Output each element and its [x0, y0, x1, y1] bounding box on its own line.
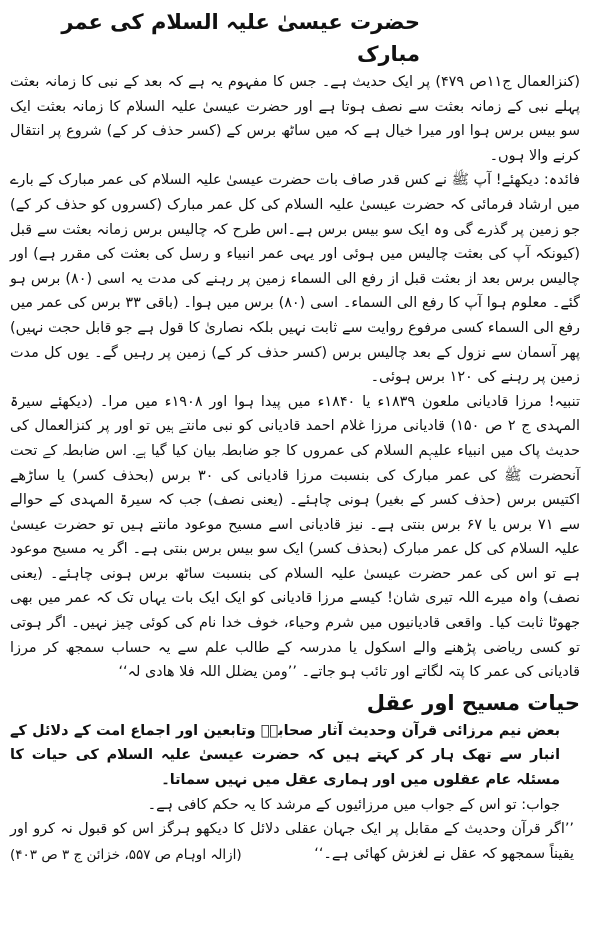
objection-paragraph: بعض نیم مرزائی قرآن وحدیث آثار صحابہؓ وتابعین اور اجماع امت کے دلائل کے انبار سے تھک ہار کر کہتے ہیں کہ حضرت عیسیٰ علیہ السلام کی حیات کا مسئلہ عام عقلوں میں اور ہماری عقل میں نہیں سماتا۔ [10, 722, 560, 789]
warning-paragraph: تنبیہ! مرزا قادیانی ملعون ۱۸۳۹ء یا ۱۸۴۰ء میں پیدا ہوا اور ۱۹۰۸ء میں مرا۔ (دیکھئے سیرۃ المہدی ج ۲ ص ۱۵۰) قادیانی مرزا غلام احمد قادیانی کو نبی مانتے ہیں تو اور پر کنزالعمال کی حدیث پاک میں انبیاء علیہم السلام کی عمروں کا جو ضابطہ بیان کیا گیا ہے۔ اس ضابطہ کے تحت آنحضرت ﷺ کی عمر مبارک کی بنسبت مرزا قادیانی کی ۳۰ برس (بحذف کسر) یا ساڑھے اکتیس برس (حذف کسر کے بغیر) ہونی چاہئے۔ (یعنی نصف) جب کہ سیرۃ المہدی کے حوالے سے ۷۱ برس یا ۶۷ برس بنتی ہے۔ نیز قادیانی اسے مسیح موعود مانتے ہیں تو حضرت عیسیٰ علیہ السلام کی کل عمر مبارک (بحذف کسر) ایک سو بیس برس بنتی ہے۔ اگر یہ مسیح موعود ہے تو اس کی عمر حضرت عیسیٰ علیہ السلام کی بنسبت ساٹھ برس ہونی چاہئے۔ (یعنی نصف) واہ میرے اللہ تیری شان! کیسے مرزا قادیانی کو ایک ایک بات یہاں تک کہ عمر میں بھی جھوٹا ثابت کیا۔ واقعی قادیانیوں میں شرم وحیاء، خوف خدا نام کی کوئی چیز نہیں۔ اگر ہوتی تو کسی ریاضی پڑھنے والے اسکول یا مدرسہ کے طالب علم سے یہ حساب سمجھ کر مرزا قادیانی کی عمر کا پتہ لگاتے اور تائب ہو جاتے۔ ’’ومن یضلل اللہ فلا ھادی لہ‘‘ [10, 393, 581, 681]
hadith-paragraph: (کنزالعمال ج۱۱ص ۴۷۹) پر ایک حدیث ہے۔ جس کا مفہوم یہ ہے کہ بعد کے نبی کا زمانہ بعثت پہلے نبی کے زمانہ بعثت سے نصف ہوتا ہے اور حضرت عیسیٰ علیہ السلام کا زمانہ بعثت ایک سو بیس برس ہوا اور میرا خیال ہے کہ میں ساٹھ برس کے (کسر حذف کر کے) شروع پر انتقال کرنے والا ہوں۔ [10, 74, 580, 164]
section-title-reason: حیات مسیح اور عقل [366, 690, 580, 715]
benefit-paragraph: فائدہ: دیکھئے! آپ ﷺ نے کس قدر صاف بات حضرت عیسیٰ علیہ السلام کی عمر مبارک کے بارے میں ارشاد فرمائی کہ حضرت عیسیٰ علیہ السلام کی کل عمر مبارک (کسروں کو حذف کر کے) جو زمین پر گذرے گی وہ ایک سو بیس برس ہے۔اس طرح کہ چالیس برس زمانہ بعثت سے قبل (کیونکہ آپ کی بعثت چالیس میں ہوئی اور یہی عمر انبیاء و رسل کی بعثت کی مقرر ہے) اور چالیس برس بعد از بعثت قبل از رفع الی السماء زمین پر رہنے کی مدت یہ اسی (۸۰) برس ہو گئے۔ معلوم ہوا آپ کا رفع الی السماء۔ اسی (۸۰) برس میں ہوا۔ (باقی ۳۳ برس کی عمر میں رفع الی السماء کسی مرفوع روایت سے ثابت نہیں بلکہ نصاریٰ کا قول ہے جو قابل حجت نہیں) پھر آسمان سے نزول کے بعد چالیس برس (کسر حذف کر کے) زمین پر رہیں گے۔ یوں کل مدت زمین پر رہنے کی ۱۲۰ برس ہوئی۔ [10, 172, 580, 386]
section-title-age: حضرت عیسیٰ علیہ السلام کی عمر مبارک [61, 10, 420, 66]
reference-citation: (ازالہ اوہام ص ۵۵۷، خزائن ج ۳ ص ۴۰۳) [10, 847, 242, 864]
answer-paragraph: جواب: تو اس کے جواب میں مرزائیوں کے مرشد کا یہ حکم کافی ہے۔ [147, 796, 560, 813]
quote-paragraph: ’’اگر قرآن وحدیث کے مقابل پر ایک جہان عقلی دلائل کا دیکھو ہرگز اس کو قبول نہ کرو اور یقیناً سمجھو کہ عقل نے لغزش کھائی ہے۔‘‘ [10, 821, 574, 862]
